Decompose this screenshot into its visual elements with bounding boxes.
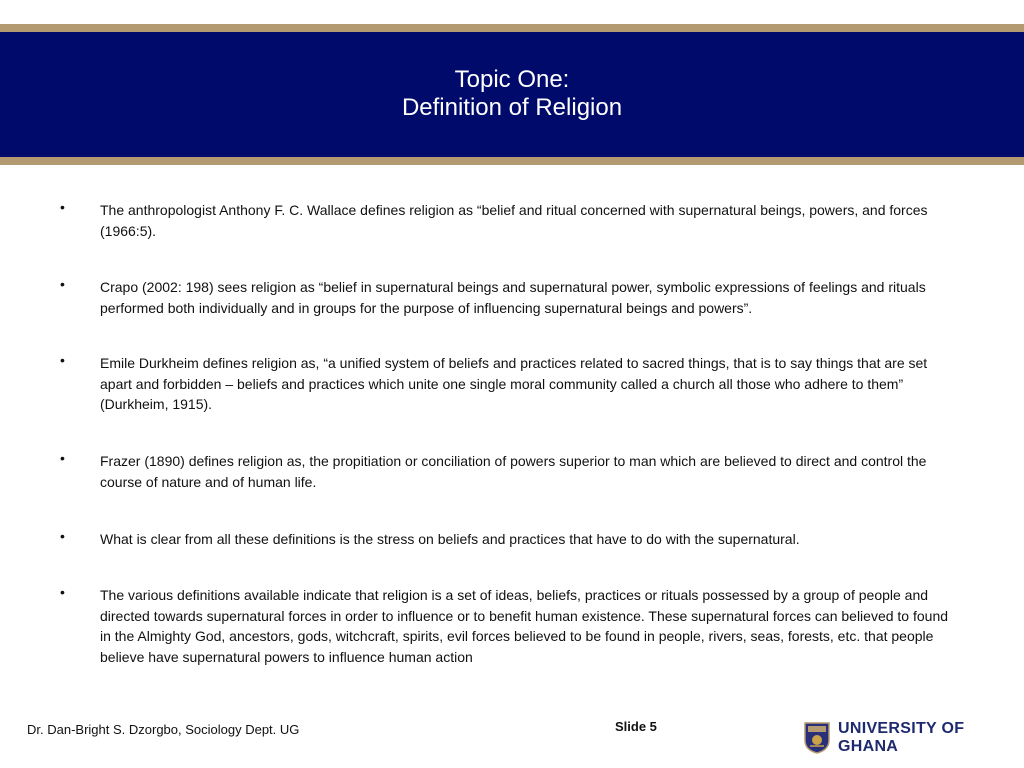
bullet-text: The anthropologist Anthony F. C. Wallace defines religion as “belief and ritual concerned with supernatural beings, powers, and forces (1966:5). bbox=[100, 202, 928, 239]
bullet-text: Crapo (2002: 198) sees religion as “belief in supernatural beings and supernatural power, symbolic expressions of feelings and rituals performed both individually and in groups for the purpose of influencing supernatural beings and powers”. bbox=[100, 279, 926, 316]
bullet-text: Frazer (1890) defines religion as, the propitiation or conciliation of powers superior to man which are believed to direct and control the course of nature and of human life. bbox=[100, 453, 927, 490]
bullet-text: Emile Durkheim defines religion as, “a unified system of beliefs and practices related to sacred things, that is to say things that are set apart and forbidden – beliefs and practices which unite one single moral community called a church all those who adhere to them” (Durkheim, 1915). bbox=[100, 355, 928, 412]
bullet-marker: • bbox=[60, 199, 65, 215]
bullet-marker: • bbox=[60, 584, 65, 600]
bullet-text: The various definitions available indicate that religion is a set of ideas, beliefs, practices or rituals possessed by a group of people and directed towards supernatural forces in order to influence or to benefit human existence. These supernatural forces can believed to found in the Almighty God, ancestors, gods, witchcraft, spirits, evil forces believed to be found in people, rivers, seas, forests, etc. that people believe have supernatural powers to influence human action bbox=[100, 587, 949, 665]
slide-title-line1: Topic One: bbox=[454, 66, 570, 93]
footer-author: Dr. Dan-Bright S. Dzorgbo, Sociology Dept. UG bbox=[27, 722, 300, 737]
university-crest-icon bbox=[804, 722, 830, 754]
university-logo bbox=[804, 720, 1024, 756]
bullet-marker: • bbox=[60, 450, 65, 466]
slide-number: Slide 5 bbox=[615, 719, 657, 734]
bullet-marker: • bbox=[60, 352, 65, 368]
bullet-marker: • bbox=[60, 276, 65, 292]
bullet-text: What is clear from all these definitions is the stress on beliefs and practices that have to do with the supernatural. bbox=[100, 531, 800, 547]
logo-text: UNIVERSITY OF GHANA bbox=[838, 720, 965, 755]
slide-title-line2: Definition of Religion bbox=[401, 94, 623, 121]
bullet-marker: • bbox=[60, 528, 65, 544]
